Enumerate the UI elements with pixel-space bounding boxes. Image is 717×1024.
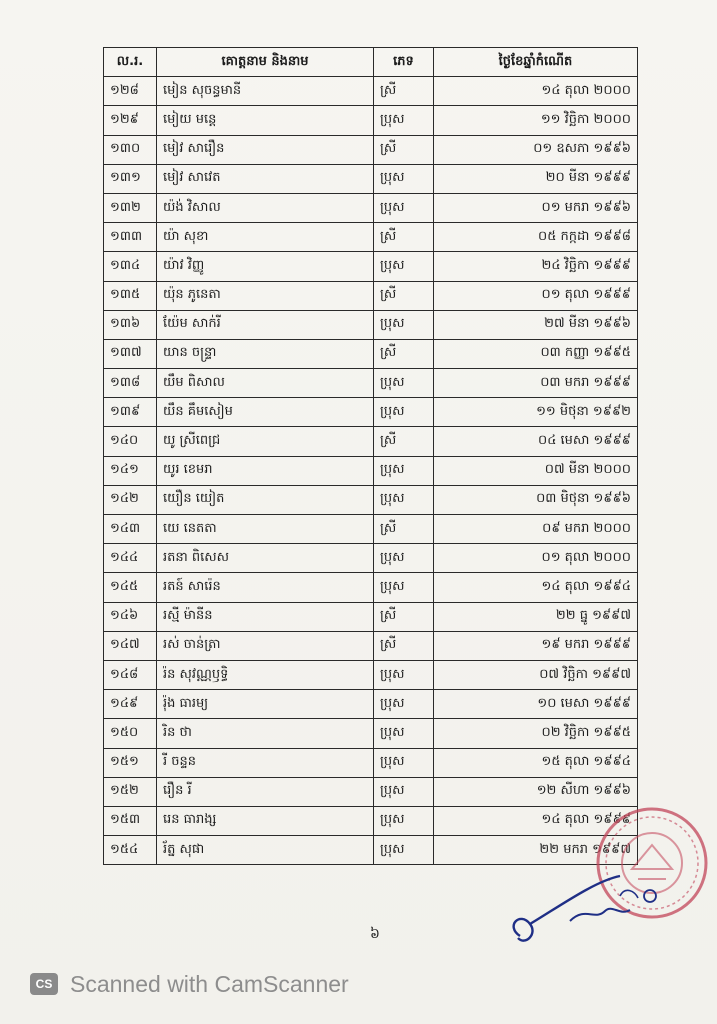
row-name: យឹន គឹមសៀម bbox=[157, 398, 374, 427]
row-number: ១៤០ bbox=[104, 427, 157, 456]
row-number: ១៤៦ bbox=[104, 602, 157, 631]
scanner-footer bbox=[0, 962, 717, 1006]
row-dob: ០១ ឧសភា ១៩៩៦ bbox=[434, 135, 638, 164]
row-sex: ប្រុស bbox=[374, 777, 434, 806]
row-name: រតន៍ សារ៉េន bbox=[157, 573, 374, 602]
row-dob: ០១ តុលា ២០០០ bbox=[434, 544, 638, 573]
row-number: ១៤៣ bbox=[104, 515, 157, 544]
row-number: ១៤២ bbox=[104, 485, 157, 514]
row-number: ១៣៩ bbox=[104, 398, 157, 427]
row-name: រ៉ន សុវណ្ណឫទ្ធិ bbox=[157, 660, 374, 689]
table-row bbox=[104, 223, 638, 252]
row-sex: ប្រុស bbox=[374, 836, 434, 865]
row-dob: ០៣ មករា ១៩៩៩ bbox=[434, 369, 638, 398]
table-row bbox=[104, 836, 638, 865]
row-number: ១៣១ bbox=[104, 164, 157, 193]
table-row bbox=[104, 456, 638, 485]
row-dob: ១២ សីហា ១៩៩៦ bbox=[434, 777, 638, 806]
row-dob: ១១ វិច្ឆិកា ២០០០ bbox=[434, 106, 638, 135]
row-sex: ប្រុស bbox=[374, 719, 434, 748]
table-row bbox=[104, 164, 638, 193]
row-dob: ០៤ មេសា ១៩៩៩ bbox=[434, 427, 638, 456]
row-number: ១៣៨ bbox=[104, 369, 157, 398]
row-sex: ប្រុស bbox=[374, 544, 434, 573]
row-dob: ០៩ មករា ២០០០ bbox=[434, 515, 638, 544]
row-number: ១៣២ bbox=[104, 193, 157, 222]
table-row bbox=[104, 485, 638, 514]
row-sex: ស្រី bbox=[374, 77, 434, 106]
row-sex: ប្រុស bbox=[374, 748, 434, 777]
row-name: យ៉ា សុខា bbox=[157, 223, 374, 252]
table-row bbox=[104, 515, 638, 544]
row-dob: ០៧ វិច្ឆិកា ១៩៩៧ bbox=[434, 660, 638, 689]
row-name: យ៉ាវ វិញ្ញូ bbox=[157, 252, 374, 281]
row-dob: ០១ មករា ១៩៩៦ bbox=[434, 193, 638, 222]
row-sex: ប្រុស bbox=[374, 456, 434, 485]
row-sex: ប្រុស bbox=[374, 252, 434, 281]
row-dob: ០៧ មីនា ២០០០ bbox=[434, 456, 638, 485]
table-header-row bbox=[104, 48, 638, 77]
row-dob: ១៩ មករា ១៩៩៩ bbox=[434, 631, 638, 660]
row-dob: ២២ ធ្នូ ១៩៩៧ bbox=[434, 602, 638, 631]
row-name: យេ នេតតា bbox=[157, 515, 374, 544]
row-sex: ស្រី bbox=[374, 135, 434, 164]
row-dob: ២៧ មីនា ១៩៩៦ bbox=[434, 310, 638, 339]
row-name: យាន ចន្ទ្រា bbox=[157, 339, 374, 368]
table-row bbox=[104, 777, 638, 806]
row-number: ១៤៤ bbox=[104, 544, 157, 573]
row-dob: ០៥ កក្កដា ១៩៩៨ bbox=[434, 223, 638, 252]
row-number: ១២៩ bbox=[104, 106, 157, 135]
row-dob: ២៤ វិច្ឆិកា ១៩៩៩ bbox=[434, 252, 638, 281]
table-row bbox=[104, 660, 638, 689]
row-number: ១៤៥ bbox=[104, 573, 157, 602]
table-row bbox=[104, 544, 638, 573]
row-name: មៀន សុចន្ធមានី bbox=[157, 77, 374, 106]
row-sex: ស្រី bbox=[374, 515, 434, 544]
table-row bbox=[104, 369, 638, 398]
row-name: យ៉ង់ វិសាល bbox=[157, 193, 374, 222]
row-dob: ២០ មីនា ១៩៩៩ bbox=[434, 164, 638, 193]
row-number: ១៥២ bbox=[104, 777, 157, 806]
table-row bbox=[104, 690, 638, 719]
row-dob: ១៤ តុលា ២០០០ bbox=[434, 77, 638, 106]
row-name: យូរ ខេមរា bbox=[157, 456, 374, 485]
row-dob: ២២ មករា ១៩៩៧ bbox=[434, 836, 638, 865]
header-dob: ថ្ងៃខែឆ្នាំកំណើត bbox=[434, 48, 638, 77]
row-sex: ស្រី bbox=[374, 427, 434, 456]
student-table bbox=[103, 47, 638, 865]
row-sex: ប្រុស bbox=[374, 398, 434, 427]
row-dob: ០២ វិច្ឆិកា ១៩៩៥ bbox=[434, 719, 638, 748]
table-row bbox=[104, 398, 638, 427]
header-name: គោត្តនាម និងនាម bbox=[157, 48, 374, 77]
row-number: ១៤៧ bbox=[104, 631, 157, 660]
row-sex: ប្រុស bbox=[374, 690, 434, 719]
row-number: ១៥៣ bbox=[104, 806, 157, 835]
row-name: យឹម ពិសាល bbox=[157, 369, 374, 398]
row-number: ១៣៦ bbox=[104, 310, 157, 339]
row-name: យ៉ុន ភូនេតា bbox=[157, 281, 374, 310]
row-sex: ប្រុស bbox=[374, 573, 434, 602]
table-row bbox=[104, 427, 638, 456]
row-sex: ស្រី bbox=[374, 281, 434, 310]
row-name: រស្មី ម៉ានីន bbox=[157, 602, 374, 631]
row-number: ១៥៤ bbox=[104, 836, 157, 865]
row-name: មៀវ សារឿន bbox=[157, 135, 374, 164]
row-name: រស់ ចាន់ត្រា bbox=[157, 631, 374, 660]
row-number: ១៤១ bbox=[104, 456, 157, 485]
row-number: ១៣០ bbox=[104, 135, 157, 164]
table-row bbox=[104, 135, 638, 164]
table-row bbox=[104, 631, 638, 660]
row-name: រិន ថា bbox=[157, 719, 374, 748]
row-number: ១៥០ bbox=[104, 719, 157, 748]
row-dob: ១៤ តុលា ១៩៩៤ bbox=[434, 573, 638, 602]
table-row bbox=[104, 193, 638, 222]
row-dob: ១០ មេសា ១៩៩៩ bbox=[434, 690, 638, 719]
row-name: រឿន រី bbox=[157, 777, 374, 806]
row-name: យ៉ែម សាក់រី bbox=[157, 310, 374, 339]
row-name: មៀយ មន្តេ bbox=[157, 106, 374, 135]
row-sex: ប្រុស bbox=[374, 369, 434, 398]
table-row bbox=[104, 748, 638, 777]
row-number: ១៤៩ bbox=[104, 690, 157, 719]
table-row bbox=[104, 573, 638, 602]
row-dob: ១៤ តុលា ១៩៩៩ bbox=[434, 806, 638, 835]
header-number: ល.រ. bbox=[104, 48, 157, 77]
row-sex: ប្រុស bbox=[374, 193, 434, 222]
table-row bbox=[104, 806, 638, 835]
table-row bbox=[104, 339, 638, 368]
row-sex: ស្រី bbox=[374, 339, 434, 368]
row-sex: ប្រុស bbox=[374, 660, 434, 689]
row-dob: ១៥ តុលា ១៩៩៤ bbox=[434, 748, 638, 777]
row-dob: ០១ តុលា ១៩៩៩ bbox=[434, 281, 638, 310]
row-sex: ប្រុស bbox=[374, 485, 434, 514]
table-row bbox=[104, 252, 638, 281]
camscanner-logo-icon: CS bbox=[30, 973, 58, 995]
header-sex: ភេទ bbox=[374, 48, 434, 77]
table-row bbox=[104, 281, 638, 310]
table-row bbox=[104, 106, 638, 135]
row-name: រ័ត្ន សុផា bbox=[157, 836, 374, 865]
row-name: មៀវ សាវេត bbox=[157, 164, 374, 193]
row-sex: ប្រុស bbox=[374, 164, 434, 193]
row-number: ១៤៨ bbox=[104, 660, 157, 689]
scanner-watermark-text: Scanned with CamScanner bbox=[70, 970, 349, 997]
row-number: ១៣៥ bbox=[104, 281, 157, 310]
page-number: ៦ bbox=[370, 926, 380, 942]
row-name: រេន ធារាង្ស bbox=[157, 806, 374, 835]
row-dob: ១១ មិថុនា ១៩៩២ bbox=[434, 398, 638, 427]
row-sex: ប្រុស bbox=[374, 106, 434, 135]
row-sex: ស្រី bbox=[374, 223, 434, 252]
signature bbox=[500, 866, 670, 956]
row-name: យឿន យៀត bbox=[157, 485, 374, 514]
row-number: ១៣៧ bbox=[104, 339, 157, 368]
row-number: ១៣៣ bbox=[104, 223, 157, 252]
table-row bbox=[104, 310, 638, 339]
row-dob: ០៣ មិថុនា ១៩៩៦ bbox=[434, 485, 638, 514]
row-sex: ប្រុស bbox=[374, 806, 434, 835]
row-number: ១៣៤ bbox=[104, 252, 157, 281]
row-dob: ០៣ កញ្ញា ១៩៩៥ bbox=[434, 339, 638, 368]
row-sex: ប្រុស bbox=[374, 310, 434, 339]
table-row bbox=[104, 602, 638, 631]
row-sex: ស្រី bbox=[374, 631, 434, 660]
row-name: រ៉ុង ធារម្យ bbox=[157, 690, 374, 719]
row-number: ១២៨ bbox=[104, 77, 157, 106]
table-row bbox=[104, 719, 638, 748]
table-row bbox=[104, 77, 638, 106]
row-name: រី ចន្ទន bbox=[157, 748, 374, 777]
row-name: យូ ស្រីពេជ្រ bbox=[157, 427, 374, 456]
row-sex: ស្រី bbox=[374, 602, 434, 631]
row-name: រតនា ពិសេស bbox=[157, 544, 374, 573]
row-number: ១៥១ bbox=[104, 748, 157, 777]
